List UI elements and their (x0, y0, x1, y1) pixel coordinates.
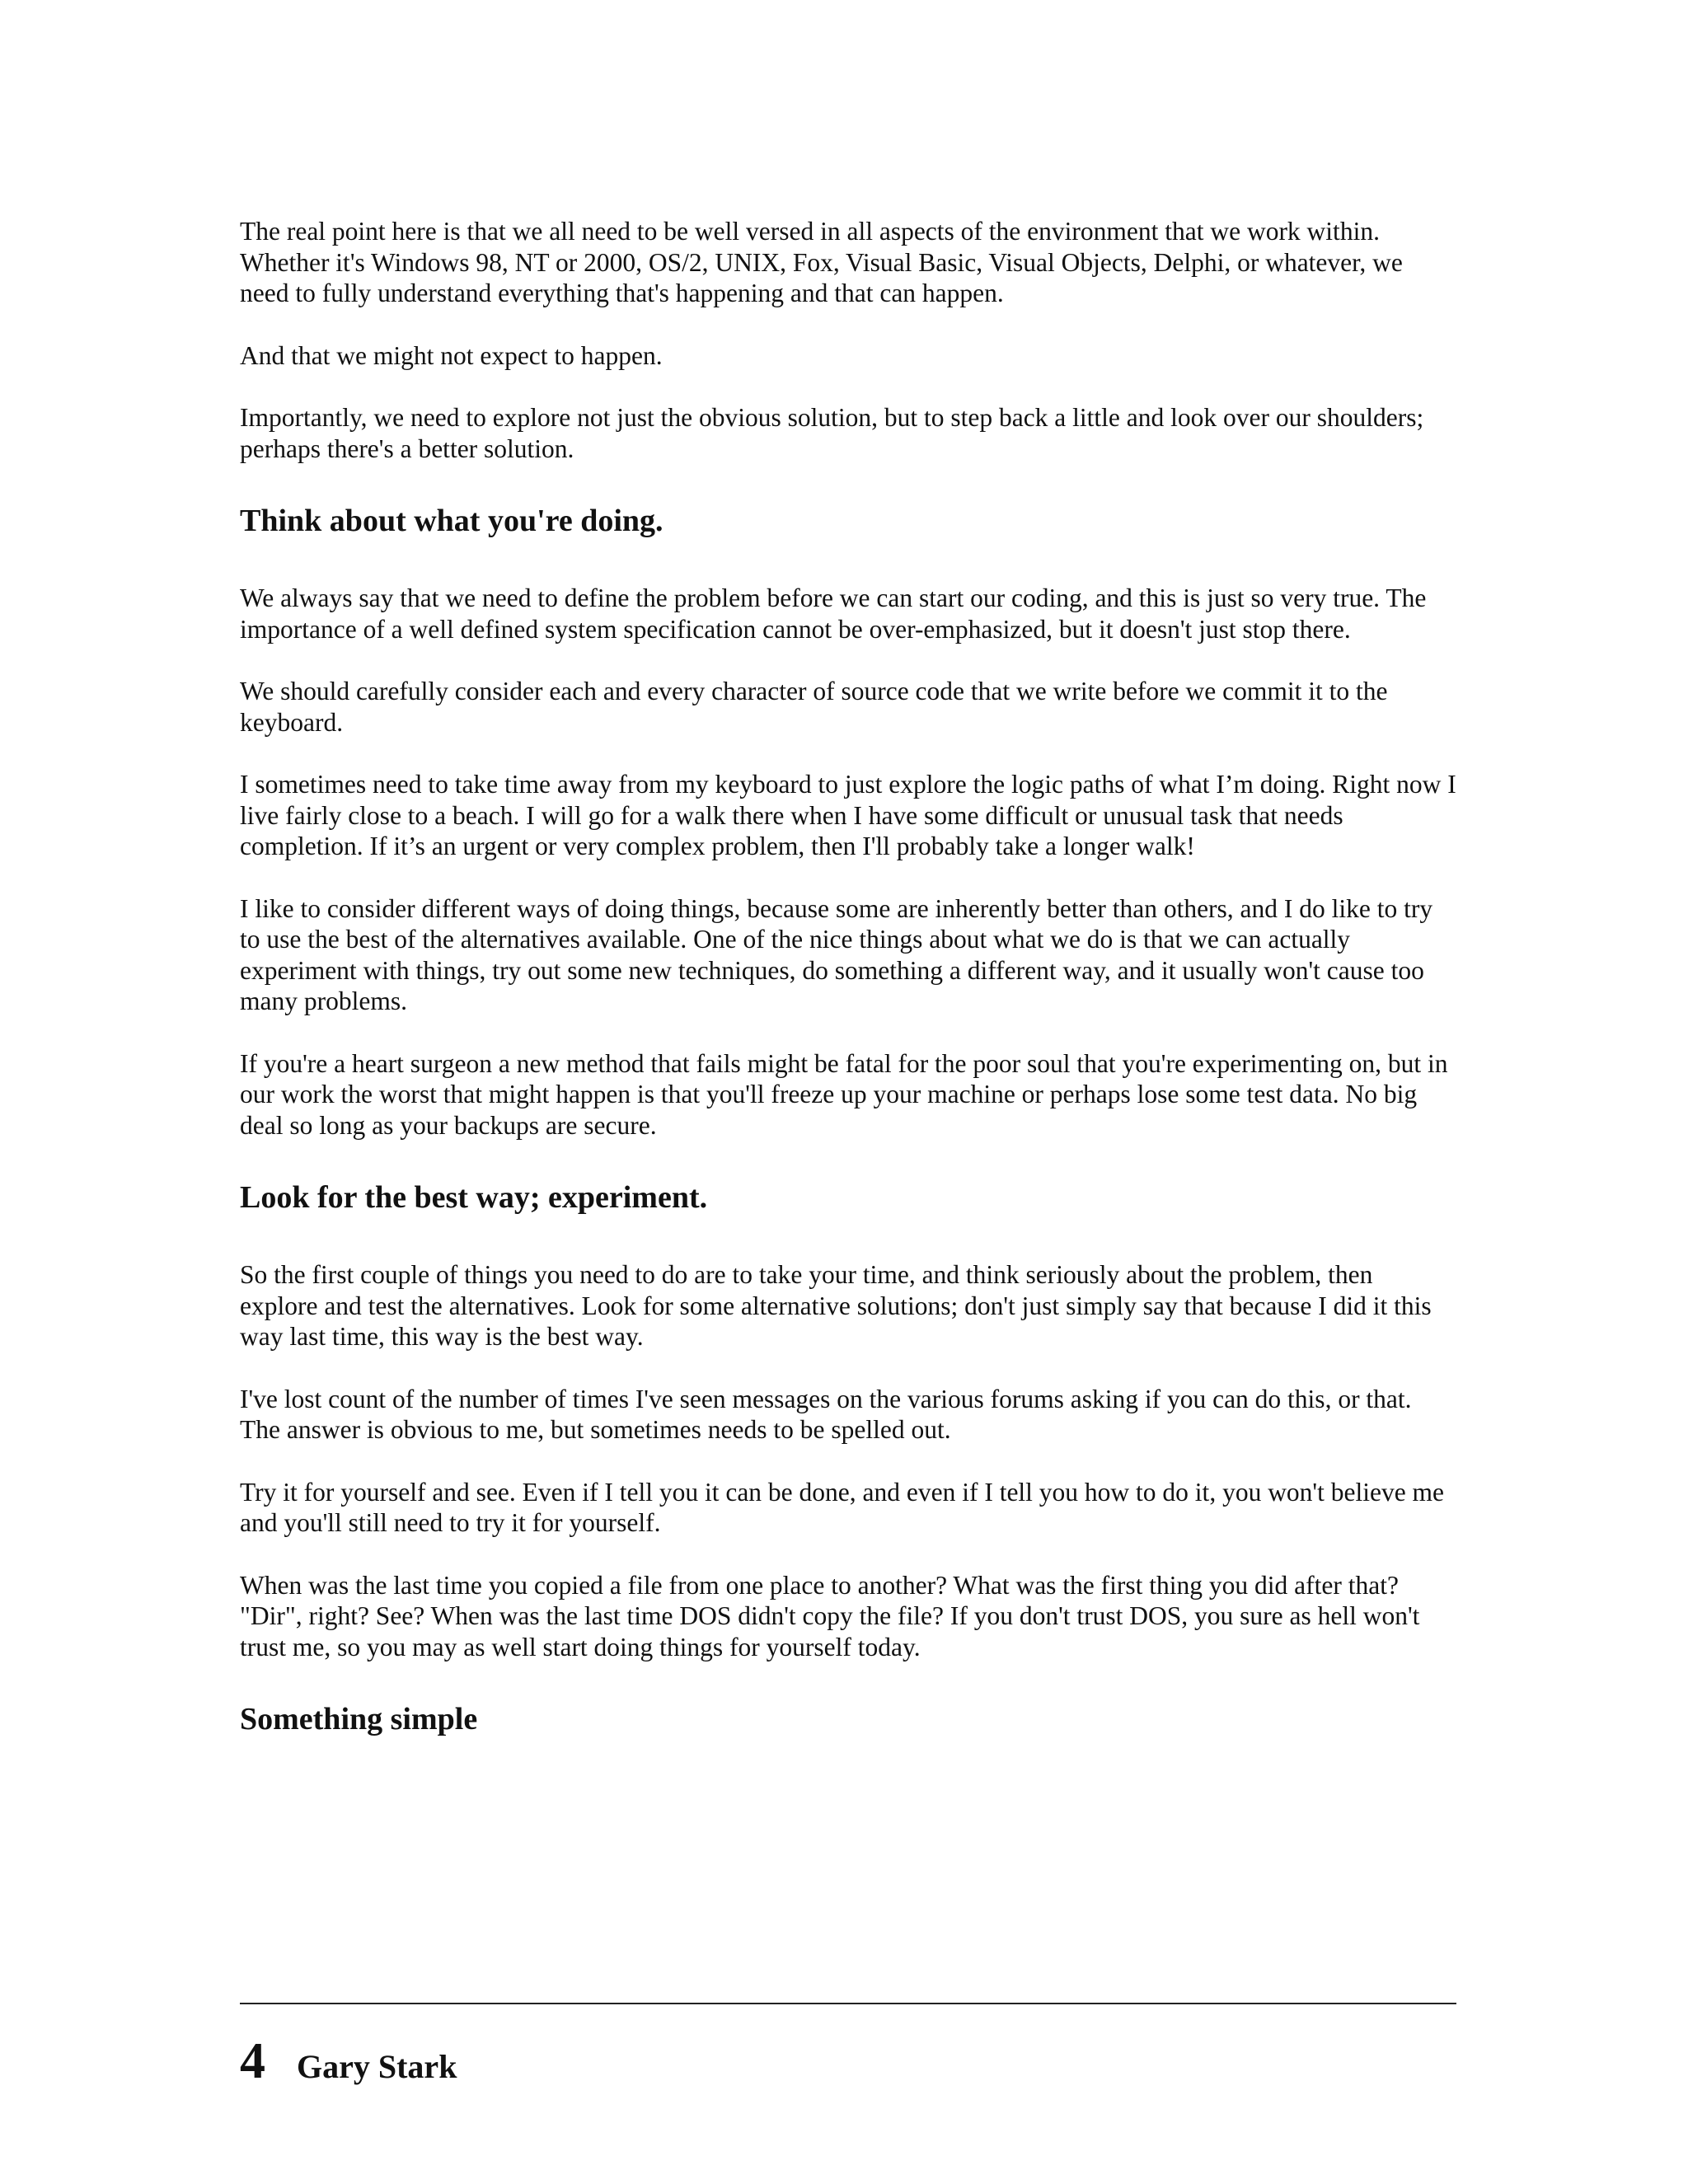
section-heading: Look for the best way; experiment. (240, 1180, 708, 1215)
paragraph: I've lost count of the number of times I've seen messages on the various forums asking if you can do this, or that. The answer is obvious to me, but sometimes needs to be spelled out. (240, 1384, 1412, 1444)
paragraph: When was the last time you copied a file from one place to another? What was the first thing you did after that? "Dir", right? See? When was the last time DOS didn't copy the file? If you don't trust DOS, you sure as hell won't trust me, so you may as well start doing things for yourself today. (240, 1570, 1420, 1661)
footer-divider (240, 2003, 1456, 2004)
paragraph: And that we might not expect to happen. (240, 340, 663, 370)
page-footer (240, 2033, 457, 2102)
paragraph: If you're a heart surgeon a new method that fails might be fatal for the poor soul that you're experimenting on, but in our work the worst that might happen is that you'll freeze up your machine or perhaps lose some test data. No big deal so long as your backups are secure. (240, 1048, 1448, 1140)
paragraph: So the first couple of things you need to do are to take your time, and think seriously about the problem, then explore and test the alternatives. Look for some alternative solutions; don't just simply say that because I did it this way last time, this way is the best way. (240, 1260, 1432, 1351)
paragraph: I like to consider different ways of doing things, because some are inherently better than others, and I do like to try to use the best of the alternatives available. One of the nice things about what we do is that we can actually experiment with things, try out some new techniques, do something a different way, and it usually won't cause too many problems. (240, 893, 1433, 1015)
paragraph: Importantly, we need to explore not just the obvious solution, but to step back a little and look over our shoulders; perhaps there's a better solution. (240, 403, 1424, 463)
page-body (240, 216, 1456, 1781)
page-number: 4 (240, 2033, 265, 2089)
paragraph: We always say that we need to define the problem before we can start our coding, and this is just so very true. The importance of a well defined system specification cannot be over-emphasized, but it doesn't just stop there. (240, 583, 1427, 644)
paragraph: We should carefully consider each and every character of source code that we write before we commit it to the keyboard. (240, 677, 1388, 737)
paragraph: Try it for yourself and see. Even if I tell you it can be done, and even if I tell you how to do it, you won't believe me and you'll still need to try it for yourself. (240, 1477, 1445, 1537)
paragraph: The real point here is that we all need to be well versed in all aspects of the environment that we work within. Whether it's Windows 98, NT or 2000, OS/2, UNIX, Fox, Visual Basic, Visual Objects, Delphi, or whatever, we need to fully understand everything that's happening and that can happen. (240, 217, 1403, 307)
paragraph: I sometimes need to take time away from my keyboard to just explore the logic paths of what I’m doing. Right now I live fairly close to a beach. I will go for a walk there when I have some difficult or unusual task that needs completion. If it’s an urgent or very complex problem, then I'll probably take a longer walk! (240, 770, 1456, 860)
section-heading: Think about what you're doing. (240, 504, 663, 538)
author-name: Gary Stark (297, 2048, 457, 2085)
section-heading: Something simple (240, 1702, 478, 1736)
